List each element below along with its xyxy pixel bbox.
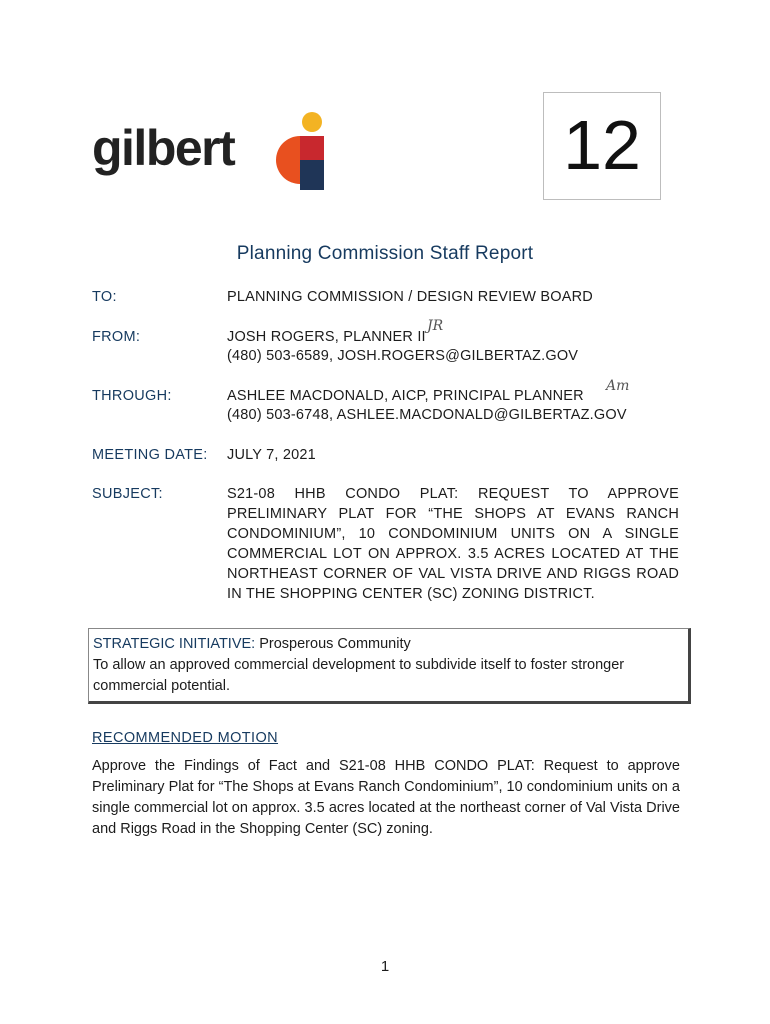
from-label: FROM: xyxy=(92,329,141,345)
to-label: TO: xyxy=(92,289,117,305)
strategic-initiative-box xyxy=(88,628,691,704)
meeting-date-value: JULY 7, 2021 xyxy=(227,447,316,463)
through-initials-signature: Am xyxy=(606,378,630,394)
strategic-initiative-value: Prosperous Community xyxy=(259,636,411,652)
meeting-date-label: MEETING DATE: xyxy=(92,447,208,463)
through-label: THROUGH: xyxy=(92,388,172,404)
report-title: Planning Commission Staff Report xyxy=(236,243,534,264)
page-number: 1 xyxy=(380,958,390,975)
gilbert-logo-mark-icon xyxy=(262,108,334,192)
agenda-item-number: 12 xyxy=(543,92,661,200)
from-line2: (480) 503-6589, JOSH.ROGERS@GILBERTAZ.GOV xyxy=(227,348,579,364)
from-line1: JOSH ROGERS, PLANNER II xyxy=(227,329,426,345)
to-value: PLANNING COMMISSION / DESIGN REVIEW BOARD xyxy=(227,289,593,305)
from-initials-signature: JR xyxy=(427,318,444,334)
strategic-initiative-label: STRATEGIC INITIATIVE: xyxy=(93,636,256,652)
strategic-initiative-description: To allow an approved commercial development to subdivide itself to foster stronger commercial potential. xyxy=(93,657,625,694)
subject-label: SUBJECT: xyxy=(92,486,163,502)
through-line1: ASHLEE MACDONALD, AICP, PRINCIPAL PLANNER xyxy=(227,388,584,404)
strategic-initiative-header xyxy=(93,633,684,655)
gilbert-logo-text: gilbert xyxy=(92,120,235,176)
through-line2: (480) 503-6748, ASHLEE.MACDONALD@GILBERTAZ.GOV xyxy=(227,407,627,423)
subject-value: S21-08 HHB CONDO PLAT: REQUEST TO APPROVE PRELIMINARY PLAT FOR “THE SHOPS AT EVANS RANCH CONDOMINIUM”, 10 CONDOMINIUM UNITS ON A SINGLE COMMERCIAL LOT ON APPROX. 3.5 ACRES LOCATED AT THE NORTHEAST CORNER OF VAL VISTA DRIVE AND RIGGS ROAD IN THE SHOPPING CENTER (SC) ZONING DISTRICT. xyxy=(227,486,679,602)
recommended-motion-heading: RECOMMENDED MOTION xyxy=(92,730,279,746)
recommended-motion-text: Approve the Findings of Fact and S21-08 HHB CONDO PLAT: Request to approve Preliminary Plat for “The Shops at Evans Ranch Condominium”, 10 condominium units on a single commercial lot on approx. 3.5 acres located at the northeast corner of Val Vista Drive and Riggs Road in the Shopping Center (SC) zoning. xyxy=(92,758,680,837)
